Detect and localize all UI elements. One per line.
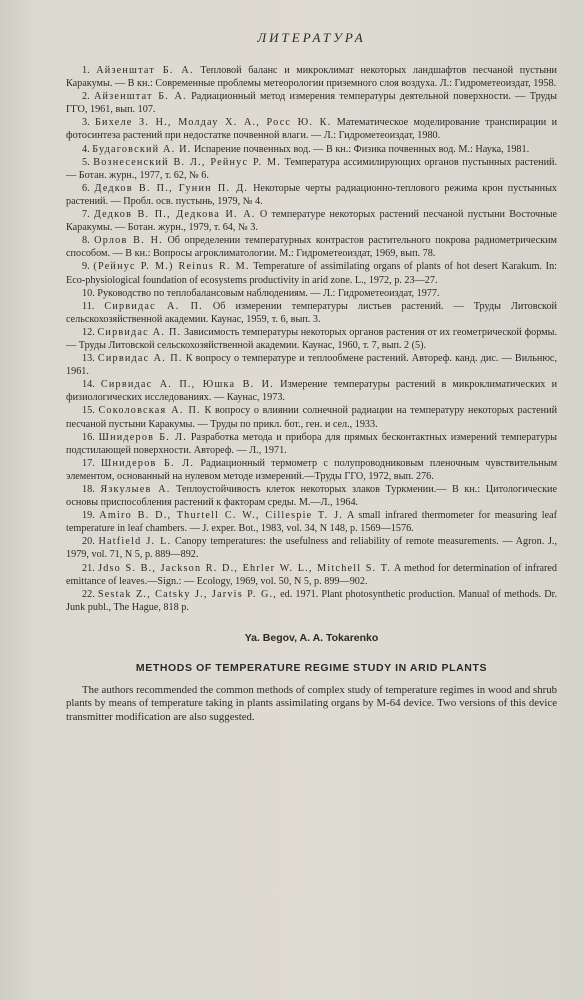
reference-item: 6. Дедков В. П., Гунин П. Д. Некоторые черты радиационно-теплового режима крон пустынных растений. — Пробл. осв. пустынь, 1979, № 4. xyxy=(66,182,558,207)
reference-item: 7. Дедков В. П., Дедкова И. А. О температуре некоторых растений песчаной пустыни Восточные Каракумы. — Ботан. журн., 1979, т. 64, № 3. xyxy=(66,209,557,234)
reference-item: 22. Sestak Z., Catsky J., Jarvis P. G., ed. 1971. Plant photosynthetic production. Manual of methods. Dr. Junk publ., The Hague, 818 p. xyxy=(66,588,558,613)
reference-item: 5. Вознесенский В. Л., Рейнус Р. М. Температура ассимилирующих органов пустынных растений. — Ботан. журн., 1977, т. 62, № 6. xyxy=(66,156,558,181)
reference-item: 10. Руководство по теплобалансовым наблюдениям. — Л.: Гидрометеоиздат, 1977. xyxy=(82,287,440,299)
reference-item: 2. Айзенштат Б. А. Радиационный метод измерения температуры деятельной поверхности. — Труды ГГО, 1961, вып. 107. xyxy=(66,91,558,116)
summary-abstract: The authors recommended the common methods of complex study of temperature regimes in wood and shrub plants by means of temperature taking in plants assimilating organs by M-64 device. Two versions of this device transmitter modification are also suggested. xyxy=(66,683,557,723)
reference-item: 8. Орлов В. Н. Об определении температурных контрастов растительного покрова радиометрическим способом. — В кн.: Вопросы агроклиматологии. М.: Гидрометеоиздат, 1969, вып. 78. xyxy=(66,235,558,260)
summary-authors: Ya. Begov, A. A. Tokarenko xyxy=(244,631,379,644)
reference-list xyxy=(66,64,557,614)
reference-item: 15. Соколовская А. П. К вопросу о влиянии солнечной радиации на температуру некоторых растений песчаной пустыни Каракумы. — Труды по прикл. бот., ген. и сел., 1933. xyxy=(66,405,558,430)
reference-item: 20. Hatfield J. L. Canopy temperatures: the usefulness and reliability of remote measurements. — Agron. J., 1979, vol. 71, N 5, p. 889—892. xyxy=(66,536,558,561)
reference-item: 19. Amiro B. D., Thurtell C. W., Cillespie T. J. A small infrared thermometer for measuring leaf temperature in leaf chambers. — J. exper. Bot., 1983, vol. 34, N 148, p. 1569—1576. xyxy=(66,510,558,535)
summary-title: METHODS OF TEMPERATURE REGIME STUDY IN ARID PLANTS xyxy=(135,661,488,674)
reference-item: 3. Бихеле З. Н., Молдау Х. А., Росс Ю. К. Математическое моделирование транспирации и фотосинтеза растений при недостатке почвенной влаги. — Л.: Гидрометеоиздат, 1980. xyxy=(66,117,558,142)
reference-item: 16. Шнидеров Б. Л. Разработка метода и прибора для прямых бесконтактных измерений температуры подстилающей поверхности. Автореф. — Л., 1971. xyxy=(66,431,557,456)
reference-item: 9. (Рейнус Р. М.) Reinus R. M. Temperature of assimilating organs of plants of hot desert Karakum. In: Eco-physiological foundation of ecosystems productivity in arid zone. L., 1972, p. 23—27. xyxy=(66,261,557,286)
reference-item: 14. Сирвидас А. П., Юшка В. И. Измерение температуры растений в микроклиматических и физиологических исследованиях. — Каунас, 1973. xyxy=(66,379,558,404)
reference-item: 21. Jdso S. B., Jackson R. D., Ehrler W. L., Mitchell S. T. A method for determination of infrared emittance of leaves.—Sign.: — Ecology, 1969, vol. 50, N 5, p. 899—902. xyxy=(66,562,558,587)
reference-item: 12. Сирвидас А. П. Зависимость температуры некоторых органов растения от их геометрической формы. — Труды Литовской сельскохозяйственной академии. Каунас, 1960, т. 7, вып. 2 (5). xyxy=(66,326,558,351)
reference-item: 18. Язкулыев А. Теплоустойчивость клеток некоторых злаков Туркмении.— В кн.: Цитологические основы приспособления растений к факторам среды. М.—Л., 1964. xyxy=(66,484,558,509)
reference-item: 4. Будаговский А. И. Испарение почвенных вод. — В кн.: Физика почвенных вод. М.: Наука, 1981. xyxy=(82,143,530,155)
reference-item: 17. Шнидеров Б. Л. Радиационный термометр с полупроводниковым пленочным чувствительным элементом, основанный на нулевом методе измерений.—Труды ГГО, 1972, вып. 276. xyxy=(66,457,558,482)
reference-item: 1. Айзенштат Б. А. Тепловой баланс и микроклимат некоторых ландшафтов песчаной пустыни Каракумы. — В кн.: Современные проблемы метеорологии приземного слоя воздуха. Л.: Гидрометеоиздат, 1958. xyxy=(66,65,557,90)
reference-item: 11. Сирвидас А. П. Об измерении температуры листьев растений. — Труды Литовской сельскохозяйственной академии. Каунас, 1959, т. 6, вып. 3. xyxy=(66,300,558,325)
reference-item: 13. Сирвидас А. П. К вопросу о температуре и теплообмене растений. Автореф. канд. дис. — Вильнюс, 1961. xyxy=(66,353,558,378)
references-heading: ЛИТЕРАТУРА xyxy=(257,30,366,45)
